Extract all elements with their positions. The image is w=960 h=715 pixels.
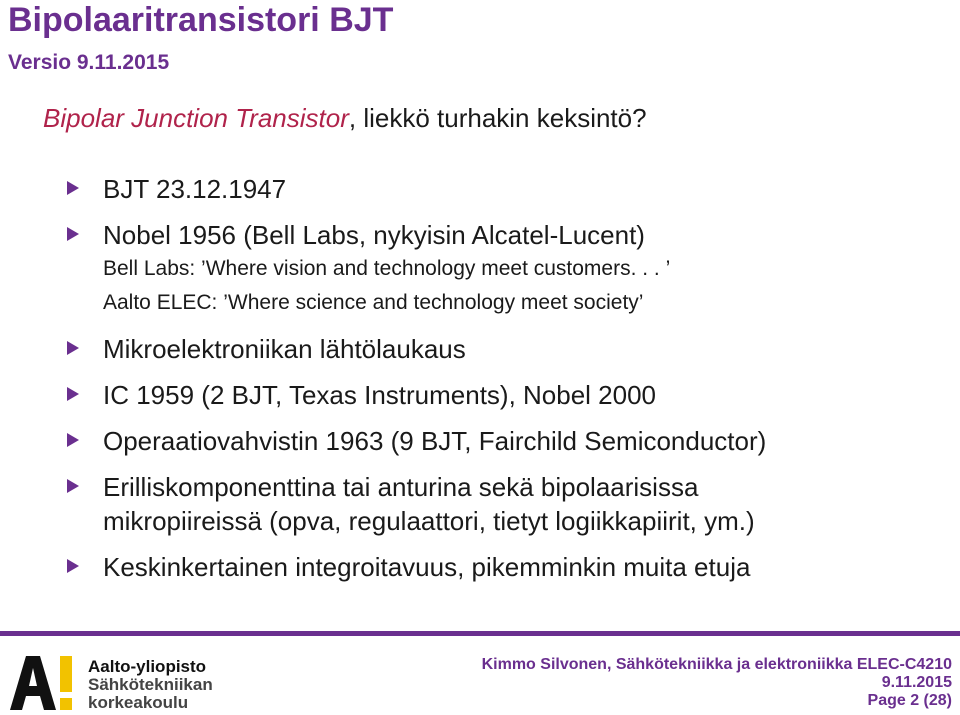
bullet-list xyxy=(67,172,947,584)
bullet-text: Operaatiovahvistin 1963 (9 BJT, Fairchild Semiconductor) xyxy=(103,426,767,456)
page-number: Page 2 (28) xyxy=(867,692,952,709)
bullet-text: Erilliskomponenttina tai anturina sekä bipolaarisissa xyxy=(103,472,699,502)
bullet-subtext: Aalto ELEC: ’Where science and technology meet society’ xyxy=(103,291,644,314)
bullet-text-continued: mikropiireissä (opva, regulaattori, tietyt logiikkapiirit, ym.) xyxy=(103,506,755,536)
bullet-arrow-icon xyxy=(67,433,79,447)
bullet-arrow-icon xyxy=(67,559,79,573)
bullet-item xyxy=(67,470,947,538)
page-title: Bipolaaritransistori BJT xyxy=(8,1,394,39)
bullet-item xyxy=(67,172,947,206)
bullet-text: Keskinkertainen integroitavuus, pikemminkin muita etuja xyxy=(103,552,751,582)
intro-rest: , liekkö turhakin keksintö? xyxy=(348,103,647,133)
bullet-arrow-icon xyxy=(67,387,79,401)
bullet-subtext: Bell Labs: ’Where vision and technology meet customers. . . ’ xyxy=(103,257,671,280)
bullet-item xyxy=(67,424,947,458)
footer-author: Kimmo Silvonen, Sähkötekniikka ja elektroniikka ELEC-C4210 xyxy=(481,656,952,673)
intro-line xyxy=(43,102,647,134)
bullet-arrow-icon xyxy=(67,341,79,355)
bullet-arrow-icon xyxy=(67,479,79,493)
institution-name xyxy=(88,658,213,712)
bullet-item xyxy=(67,218,947,320)
bullet-text: Nobel 1956 (Bell Labs, nykyisin Alcatel-Lucent) xyxy=(103,220,645,250)
footer-divider xyxy=(0,631,960,636)
bullet-arrow-icon xyxy=(67,181,79,195)
aalto-logo-icon xyxy=(10,656,74,710)
institution-line-2: Sähkötekniikan xyxy=(88,675,213,694)
bullet-item xyxy=(67,332,947,366)
bullet-item xyxy=(67,550,947,584)
footer-date: 9.11.2015 xyxy=(881,674,952,691)
institution-line-1: Aalto-yliopisto xyxy=(88,657,207,676)
version-label: Versio 9.11.2015 xyxy=(8,51,170,74)
institution-line-3: korkeakoulu xyxy=(88,693,189,712)
bullet-text: BJT 23.12.1947 xyxy=(103,174,287,204)
intro-italic: Bipolar Junction Transistor xyxy=(43,103,349,133)
bullet-arrow-icon xyxy=(67,227,79,241)
bullet-item xyxy=(67,378,947,412)
bullet-text: IC 1959 (2 BJT, Texas Instruments), Nobel 2000 xyxy=(103,380,657,410)
bullet-text: Mikroelektroniikan lähtölaukaus xyxy=(103,334,466,364)
